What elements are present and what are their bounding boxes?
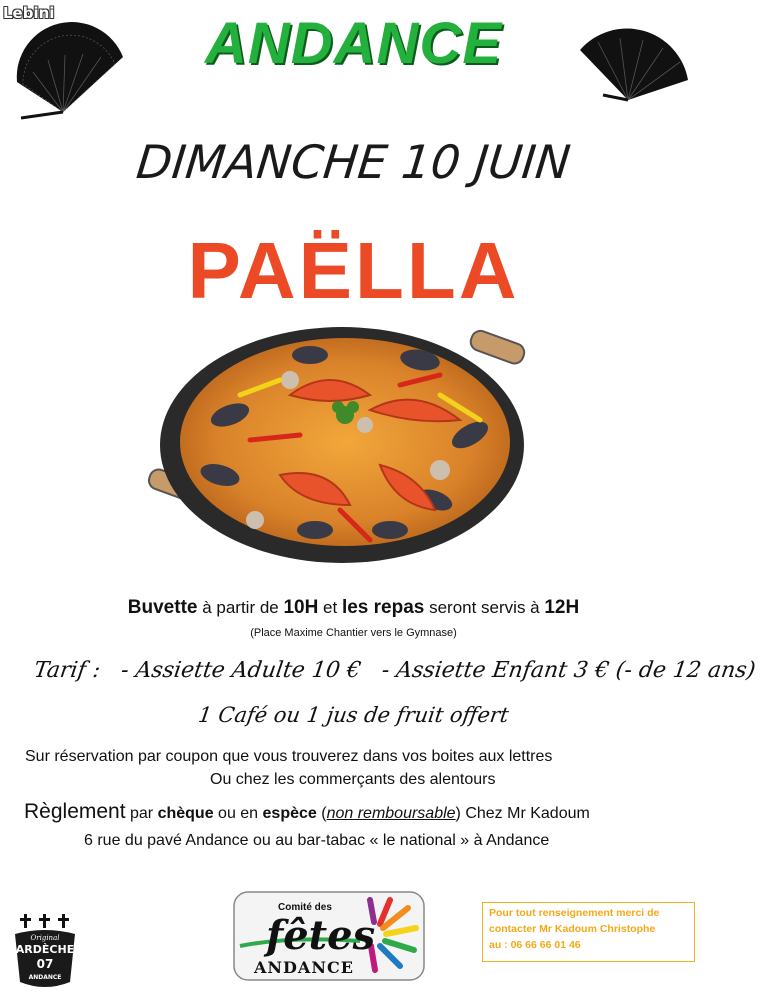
tarif-adult: - Assiette Adulte 10 € bbox=[119, 658, 363, 683]
crest-top-text: Original bbox=[30, 934, 60, 942]
schedule-line bbox=[0, 597, 707, 619]
logo-main-text: fêtes bbox=[266, 912, 376, 959]
tarif-child: - Assiette Enfant 3 € (- de 12 ans) bbox=[380, 658, 757, 683]
payment-cheque: chèque bbox=[157, 805, 214, 822]
comite-des-fetes-logo bbox=[230, 886, 430, 986]
repas-label: les repas bbox=[341, 597, 425, 618]
event-date: DIMANCHE 10 JUIN bbox=[133, 135, 573, 189]
schedule-text: seront servis à bbox=[424, 598, 545, 617]
address-line: 6 rue du pavé Andance ou au bar-tabac « le national » à Andance bbox=[84, 832, 550, 849]
buvette-label: Buvette bbox=[127, 597, 198, 618]
paella-image bbox=[140, 325, 530, 575]
crest-bottom-text: ANDANCE bbox=[28, 974, 62, 981]
payment-label: Règlement bbox=[24, 800, 126, 823]
payment-espece: espèce bbox=[262, 805, 317, 822]
buvette-time: 10H bbox=[283, 597, 319, 618]
offer-line: 1 Café ou 1 jus de fruit offert bbox=[196, 703, 511, 727]
ardeche-crest-logo bbox=[10, 912, 80, 992]
page-title: ANDANCE bbox=[205, 11, 502, 76]
crest-number: 07 bbox=[36, 957, 54, 971]
logo-bottom-text: ANDANCE bbox=[254, 958, 354, 977]
contact-info-box bbox=[482, 902, 695, 962]
crest-name: ARDÈCHE bbox=[15, 943, 75, 956]
reservation-line: Sur réservation par coupon que vous trouverez dans vos boites aux lettres bbox=[25, 748, 553, 765]
payment-text: par bbox=[125, 805, 158, 822]
payment-text: ( bbox=[316, 805, 327, 822]
reservation-line: Ou chez les commerçants des alentours bbox=[210, 771, 496, 788]
event-location: (Place Maxime Chantier vers le Gymnase) bbox=[250, 627, 457, 639]
payment-text: ou en bbox=[213, 805, 263, 822]
payment-line bbox=[24, 800, 590, 824]
contact-phone: au : 06 66 66 01 46 bbox=[489, 939, 581, 951]
repas-time: 12H bbox=[544, 597, 580, 618]
schedule-text: et bbox=[318, 598, 342, 617]
payment-text: ) Chez Mr Kadoum bbox=[455, 805, 590, 822]
non-refundable-note: non remboursable bbox=[326, 805, 456, 822]
logo-top-text: Comité des bbox=[278, 902, 332, 913]
contact-line: Pour tout renseignement merci de bbox=[489, 907, 660, 919]
tarif-label: Tarif : bbox=[32, 658, 102, 683]
schedule-text: à partir de bbox=[197, 598, 284, 617]
tarif-line bbox=[32, 658, 771, 683]
contact-line: contacter Mr Kadoum Christophe bbox=[489, 923, 656, 935]
dish-title: PAËLLA bbox=[187, 226, 520, 315]
fan-icon bbox=[578, 20, 693, 110]
watermark: Lebini bbox=[3, 4, 55, 22]
